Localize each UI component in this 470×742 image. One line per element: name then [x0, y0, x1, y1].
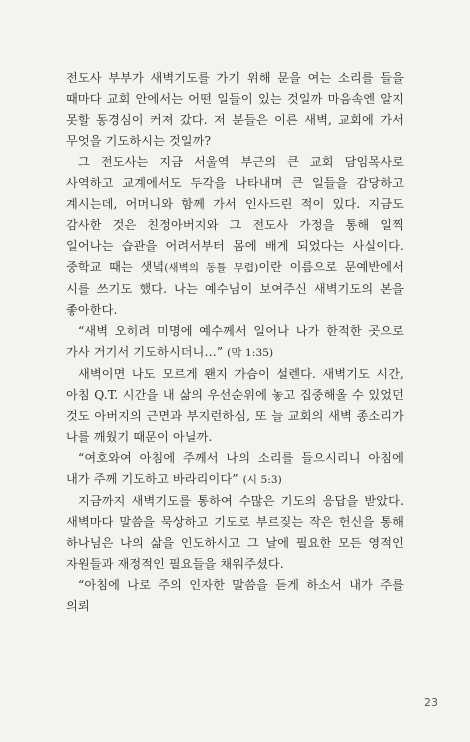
- quote-2-reference: (시 5:3): [242, 474, 282, 486]
- paragraph-3: 새벽이면 나도 모르게 왠지 가슴이 설렌다. 새벽기도 시간, 아침 Q.T. 시간을 내 삶의 우선순위에 놓고 집중해올 수 있었던 것도 아버지의 근면과 부지런하심, 또 늘 교회의 새벽 종소리가 나를 깨웠기 때문이 아닐까.: [66, 367, 404, 444]
- quote-3: “아침에 나로 주의 인자한 말씀을 듣게 하소서 내가 주를 의뢰: [66, 578, 404, 613]
- paragraph-4: 지금까지 새벽기도를 통하여 수많은 기도의 응답을 받았다. 새벽마다 말씀을 묵상하고 기도로 부르짖는 작은 헌신을 통해 하나님은 나의 삶을 인도하시고 그 날에 필요한 모든 영적인 자원들과 재정적인 필요들을 채워주셨다.: [66, 494, 404, 571]
- quote-2-text: “여호와여 아침에 주께서 나의 소리를 들으시리니 아침에 내가 주께 기도하고 바라리이다”: [66, 451, 404, 486]
- body-text: [66, 68, 404, 617]
- page-number: 23: [424, 696, 438, 709]
- quote-1-reference: (막 1:35): [227, 347, 274, 359]
- quote-1: [66, 321, 404, 364]
- paragraph-2-text-b: 이란 이름으로 문예반에서 시를 쓰기도 했다. 나는 예수님이 보여주신 새벽기도의 본을 좋아한다.: [66, 260, 404, 317]
- paragraph-1: 전도사 부부가 새벽기도를 가기 위해 문을 여는 소리를 들을 때마다 교회 안에서는 어떤 일들이 있는 것일까 마음속엔 알지 못할 동경심이 커져 갔다. 저 분들은 이른 새벽, 교회에 가서 무엇을 기도하시는 것일까?: [66, 71, 404, 148]
- quote-2: [66, 448, 404, 491]
- paragraph-2-small-text: (새벽의 동틀 무렵): [164, 262, 259, 274]
- paragraph-2-text-a: 그 전도사는 지금 서울역 부근의 큰 교회 담임목사로 사역하고 교계에서도 두각을 나타내며 큰 일들을 감당하고 계시는데, 어머니와 함께 가서 인사드린 적이 있다. 지금도 감사한 것은 친정아버지와 그 전도사 가정을 통해 일찍 일어나는 습관을 어려서부터 몸에 배게 되었다는 사실이다. 중학교 때는 샛녘: [66, 155, 404, 274]
- paragraph-2: [66, 152, 404, 321]
- quote-1-text: “새벽 오히려 미명에 예수께서 일어나 나가 한적한 곳으로 가사 거기서 기도하시더니…”: [66, 324, 404, 359]
